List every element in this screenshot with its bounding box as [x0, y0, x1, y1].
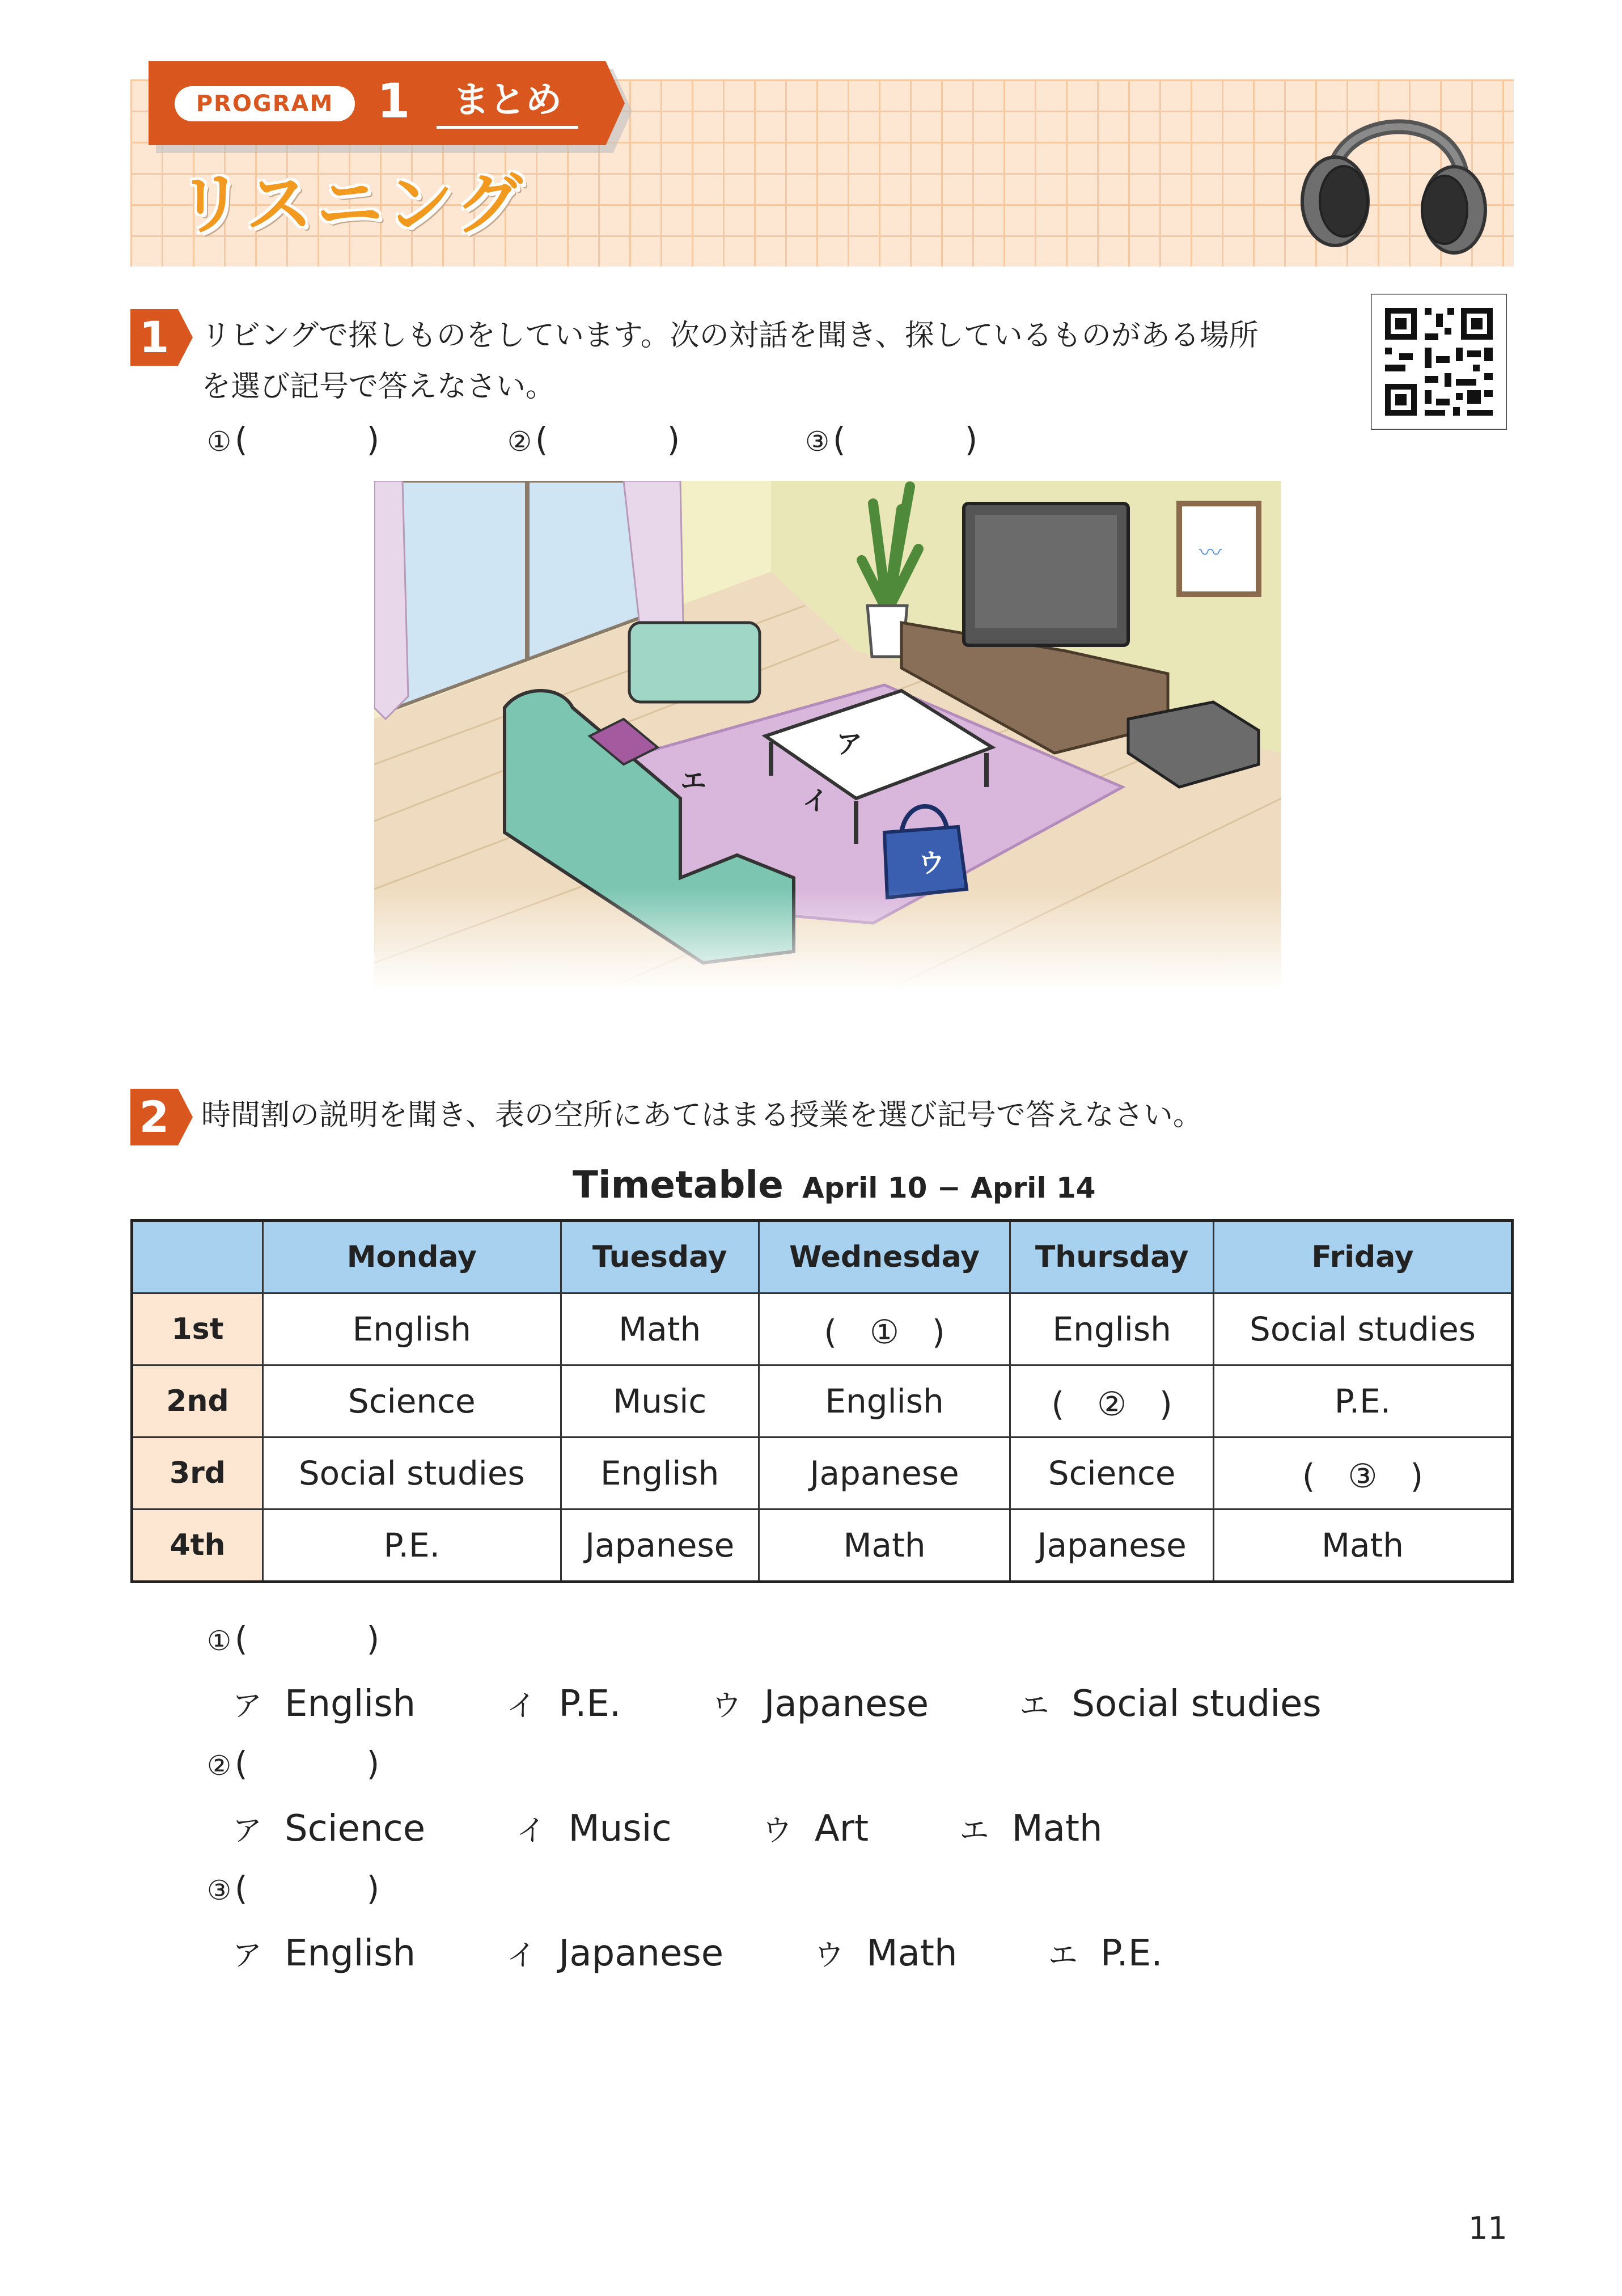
blank-cell-2[interactable]: ( ② )	[1010, 1365, 1214, 1437]
option-kana: ア	[232, 1939, 262, 1973]
question-1-number: 1	[139, 312, 170, 362]
answer-num: ②	[207, 1750, 232, 1782]
q2-answer-2[interactable]	[207, 1741, 379, 1788]
headphones-icon	[1293, 91, 1491, 261]
table-cell: English	[759, 1365, 1010, 1437]
close-paren: )	[366, 1744, 380, 1783]
q2-instruction: 時間割の説明を聞き、表の空所にあてはまる授業を選び記号で答えなさい。	[201, 1098, 1202, 1132]
close-paren: )	[964, 420, 978, 459]
table-cell: Math	[759, 1509, 1010, 1582]
timetable	[130, 1219, 1514, 1583]
table-header-cell: Wednesday	[759, 1221, 1010, 1293]
table-row	[132, 1293, 1513, 1365]
program-number: 1	[377, 73, 410, 129]
close-paren: )	[366, 1620, 380, 1658]
open-paren: (	[235, 420, 248, 459]
table-cell: Math	[561, 1293, 759, 1365]
option-text: P.E.	[1100, 1933, 1163, 1974]
table-row	[132, 1365, 1513, 1437]
answer-num: ①	[207, 1625, 232, 1657]
option-text: Math	[866, 1933, 958, 1974]
table-header-cell: Friday	[1214, 1221, 1513, 1293]
option-kana: イ	[506, 1939, 536, 1973]
option-kana: エ	[1048, 1939, 1078, 1973]
table-row	[132, 1437, 1513, 1509]
option-text: P.E.	[558, 1683, 621, 1725]
table-cell: English	[1010, 1293, 1214, 1365]
blank-cell-1[interactable]: ( ① )	[759, 1293, 1010, 1365]
table-cell: English	[263, 1293, 561, 1365]
option-kana: イ	[516, 1814, 546, 1848]
table-header-cell: Monday	[263, 1221, 561, 1293]
option-kana: ウ	[762, 1814, 792, 1848]
question-2-marker	[130, 1089, 193, 1145]
page-number: 11	[1468, 2210, 1507, 2246]
living-room-illustration	[374, 481, 1281, 991]
table-header-cell: Thursday	[1010, 1221, 1214, 1293]
open-paren: (	[235, 1744, 248, 1783]
option-kana: ウ	[814, 1939, 844, 1973]
q1-answer-3[interactable]	[805, 417, 977, 464]
timetable-dates: April 10 − April 14	[802, 1172, 1096, 1204]
q1-instruction-line2: を選び記号で答えなさい。	[201, 370, 556, 404]
answer-num: ②	[507, 426, 532, 458]
answer-num: ③	[207, 1875, 232, 1906]
question-2-number: 2	[139, 1092, 170, 1142]
option-text: English	[285, 1683, 416, 1725]
open-paren: (	[235, 1620, 248, 1658]
table-header-cell: Tuesday	[561, 1221, 759, 1293]
option-kana: エ	[1019, 1689, 1049, 1723]
qr-code-icon	[1371, 294, 1507, 430]
close-paren: )	[366, 420, 380, 459]
question-1-marker	[130, 309, 193, 366]
q1-instruction-line1: リビングで探しものをしています。次の対話を聞き、探しているものがある場所	[201, 319, 1259, 353]
period-cell: 3rd	[132, 1437, 263, 1509]
table-row	[132, 1509, 1513, 1582]
open-paren: (	[235, 1869, 248, 1908]
period-cell: 2nd	[132, 1365, 263, 1437]
table-header-row	[132, 1221, 1513, 1293]
q2-answer-3[interactable]	[207, 1866, 379, 1913]
option-text: Music	[568, 1808, 672, 1850]
blank-cell-3[interactable]: ( ③ )	[1214, 1437, 1513, 1509]
option-text: Art	[814, 1808, 869, 1850]
table-cell: Social studies	[1214, 1293, 1513, 1365]
table-cell: P.E.	[1214, 1365, 1513, 1437]
q2-options-3	[232, 1928, 1163, 1981]
option-text: English	[285, 1933, 416, 1974]
matome-label: まとめ	[437, 75, 578, 129]
q2-options-1	[232, 1678, 1322, 1732]
q2-answer-1[interactable]	[207, 1616, 379, 1664]
option-kana: ア	[232, 1814, 262, 1848]
table-cell: Math	[1214, 1509, 1513, 1582]
table-cell: Japanese	[1010, 1509, 1214, 1582]
option-text: Social studies	[1072, 1683, 1322, 1725]
table-cell: Japanese	[759, 1437, 1010, 1509]
q1-answer-2[interactable]	[507, 417, 680, 464]
table-cell: Social studies	[263, 1437, 561, 1509]
table-cell: P.E.	[263, 1509, 561, 1582]
close-paren: )	[667, 420, 680, 459]
timetable-title: Timetable	[573, 1163, 784, 1207]
option-kana: イ	[506, 1689, 536, 1723]
open-paren: (	[535, 420, 548, 459]
page-title: リスニング	[177, 165, 526, 243]
period-cell: 1st	[132, 1293, 263, 1365]
option-kana: ウ	[712, 1689, 742, 1723]
q1-answer-1[interactable]	[207, 417, 379, 464]
table-cell: Science	[1010, 1437, 1214, 1509]
option-kana: ア	[232, 1689, 262, 1723]
table-corner-cell	[132, 1221, 263, 1293]
option-text: Japanese	[558, 1933, 724, 1974]
option-text: Japanese	[764, 1683, 929, 1725]
program-label: PROGRAM	[175, 86, 355, 121]
option-kana: エ	[959, 1814, 989, 1848]
period-cell: 4th	[132, 1509, 263, 1582]
close-paren: )	[366, 1869, 380, 1908]
q2-options-2	[232, 1803, 1103, 1857]
table-cell: Science	[263, 1365, 561, 1437]
answer-num: ①	[207, 426, 232, 458]
option-text: Math	[1011, 1808, 1103, 1850]
open-paren: (	[833, 420, 846, 459]
option-text: Science	[285, 1808, 426, 1850]
table-cell: Japanese	[561, 1509, 759, 1582]
table-cell: English	[561, 1437, 759, 1509]
table-cell: Music	[561, 1365, 759, 1437]
answer-num: ③	[805, 426, 830, 458]
